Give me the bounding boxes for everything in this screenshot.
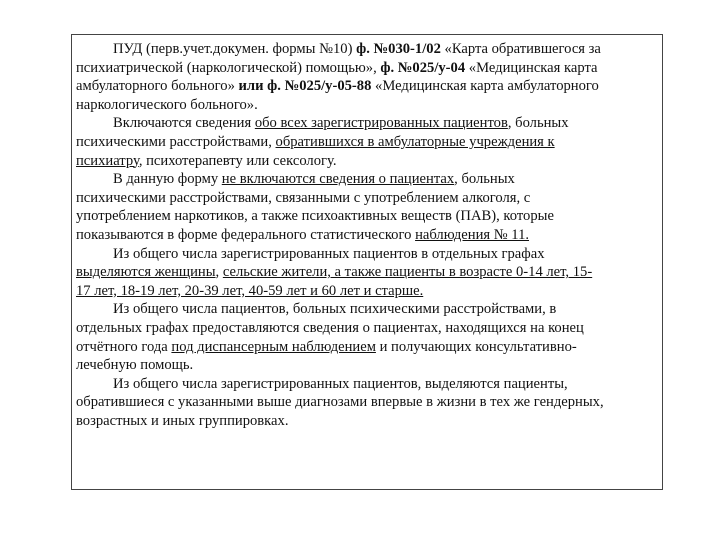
underlined-text: сельские жители, а также пациенты в возрасте 0-14 лет, 15-	[222, 264, 593, 281]
underlined-text: психиатру	[76, 152, 139, 169]
text-segment: возрастных и иных группировках.	[76, 412, 289, 429]
text-segment: отдельных графах предоставляются сведения о пациентах, находящихся на конец	[76, 319, 584, 336]
text-segment: отчётного года	[76, 338, 172, 355]
text-line	[76, 226, 662, 245]
text-line	[76, 189, 662, 208]
text-segment: наркологического больного».	[76, 96, 258, 113]
underlined-text: выделяются женщины	[76, 264, 216, 281]
text-line	[76, 356, 662, 375]
text-segment: показываются в форме федерального статистического	[76, 226, 416, 243]
text-segment: ,	[215, 264, 223, 281]
text-line	[76, 282, 662, 301]
underlined-text: не включаются сведения о пациентах	[221, 171, 455, 188]
text-segment: , психотерапевту или сексологу.	[138, 152, 337, 169]
text-segment: , больных	[454, 171, 515, 188]
underlined-text: обо всех зарегистрированных пациентов	[254, 115, 508, 132]
text-line	[76, 375, 662, 394]
text-line	[76, 77, 662, 96]
text-line	[76, 263, 662, 282]
text-line	[76, 96, 662, 115]
bold-text: ф. №030-1/02	[356, 41, 441, 57]
text-segment: «Медицинская карта амбулаторного	[371, 78, 599, 95]
text-segment: употреблением наркотиков, а также психоактивных веществ (ПАВ), которые	[76, 208, 554, 225]
text-segment: , больных	[507, 115, 569, 132]
text-line	[76, 152, 662, 171]
text-segment: обратившиеся с указанными выше диагнозами впервые в жизни в тех же гендерных,	[76, 394, 604, 411]
text-segment: Из общего числа зарегистрированных пациентов, выделяются пациенты,	[113, 375, 568, 392]
text-segment: и получающих консультативно-	[375, 338, 577, 355]
bold-text: или ф. №025/у-05-88	[238, 78, 372, 95]
text-segment: ПУД (перв.учет.докумен. формы №10)	[113, 41, 357, 57]
text-segment: лечебную помощь.	[76, 357, 194, 374]
text-line	[76, 207, 662, 226]
text-line	[76, 133, 662, 152]
text-segment: психиатрической (наркологической) помощью»,	[76, 59, 381, 76]
underlined-text: 17 лет, 18-19 лет, 20-39 лет, 40-59 лет и 60 лет и старше.	[76, 282, 424, 299]
text-segment: В данную форму	[113, 171, 222, 188]
document-text	[76, 40, 662, 430]
text-segment: амбулаторного больного»	[76, 78, 239, 95]
text-line	[76, 114, 662, 133]
text-line	[76, 319, 662, 338]
text-segment: Включаются сведения	[113, 115, 255, 132]
underlined-text: под диспансерным наблюдением	[171, 338, 376, 355]
text-segment: «Медицинская карта	[465, 59, 598, 76]
text-line	[76, 245, 662, 264]
underlined-text: наблюдения № 11.	[415, 226, 530, 243]
text-line	[76, 338, 662, 357]
text-line	[76, 412, 662, 431]
underlined-text: обратившихся в амбулаторные учреждения к	[275, 133, 555, 150]
text-line	[76, 40, 662, 59]
bold-text: ф. №025/у-04	[380, 59, 466, 76]
text-segment: психическими расстройствами,	[76, 133, 276, 150]
text-segment: Из общего числа пациентов, больных психическими расстройствами, в	[113, 301, 557, 318]
text-segment: психическими расстройствами, связанными с употреблением алкоголя, с	[76, 189, 531, 206]
text-line	[76, 170, 662, 189]
text-segment: Из общего числа зарегистрированных пациентов в отдельных графах	[113, 245, 545, 262]
text-line	[76, 300, 662, 319]
text-line	[76, 59, 662, 78]
text-line	[76, 393, 662, 412]
text-segment: «Карта обратившегося за	[440, 41, 601, 57]
